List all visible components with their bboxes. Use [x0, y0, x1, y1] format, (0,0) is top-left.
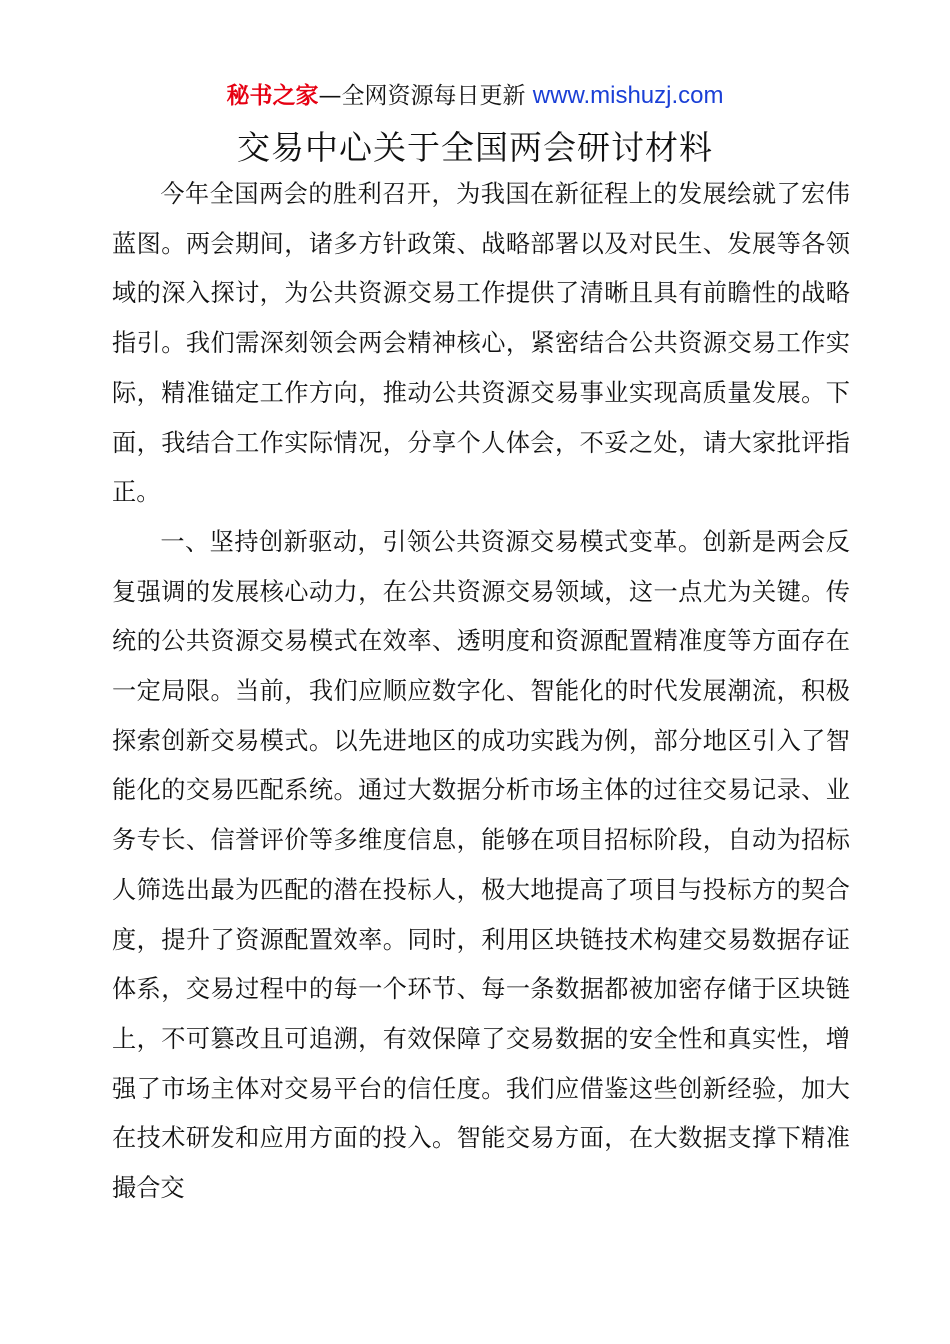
site-tagline: —全网资源每日更新 — [318, 83, 533, 109]
document-body — [112, 170, 850, 1214]
site-name: 秘书之家 — [226, 83, 319, 109]
paragraph-section-one: 一、坚持创新驱动，引领公共资源交易模式变革。创新是两会反复强调的发展核心动力，在公共资源交易领域，这一点尤为关键。传统的公共资源交易模式在效率、透明度和资源配置精准度等方面存在一定局限。当前，我们应顺应数字化、智能化的时代发展潮流，积极探索创新交易模式。以先进地区的成功实践为例，部分地区引入了智能化的交易匹配系统。通过大数据分析市场主体的过往交易记录、业务专长、信誉评价等多维度信息，能够在项目招标阶段，自动为招标人筛选出最为匹配的潜在投标人，极大地提高了项目与投标方的契合度，提升了资源配置效率。同时，利用区块链技术构建交易数据存证体系，交易过程中的每一个环节、每一条数据都被加密存储于区块链上，不可篡改且可追溯，有效保障了交易数据的安全性和真实性，增强了市场主体对交易平台的信任度。我们应借鉴这些创新经验，加大在技术研发和应用方面的投入。智能交易方面，在大数据支撑下精准撮合交 — [112, 527, 850, 1203]
site-url-link[interactable]: www.mishuzj.com — [532, 82, 724, 109]
document-title: 交易中心关于全国两会研讨材料 — [237, 128, 713, 167]
site-header — [0, 80, 950, 112]
paragraph-intro: 今年全国两会的胜利召开，为我国在新征程上的发展绘就了宏伟蓝图。两会期间，诸多方针政策、战略部署以及对民生、发展等各领域的深入探讨，为公共资源交易工作提供了清晰且具有前瞻性的战略指引。我们需深刻领会两会精神核心，紧密结合公共资源交易工作实际，精准锚定工作方向，推动公共资源交易事业实现高质量发展。下面，我结合工作实际情况，分享个人体会，不妥之处，请大家批评指正。 — [112, 180, 850, 507]
